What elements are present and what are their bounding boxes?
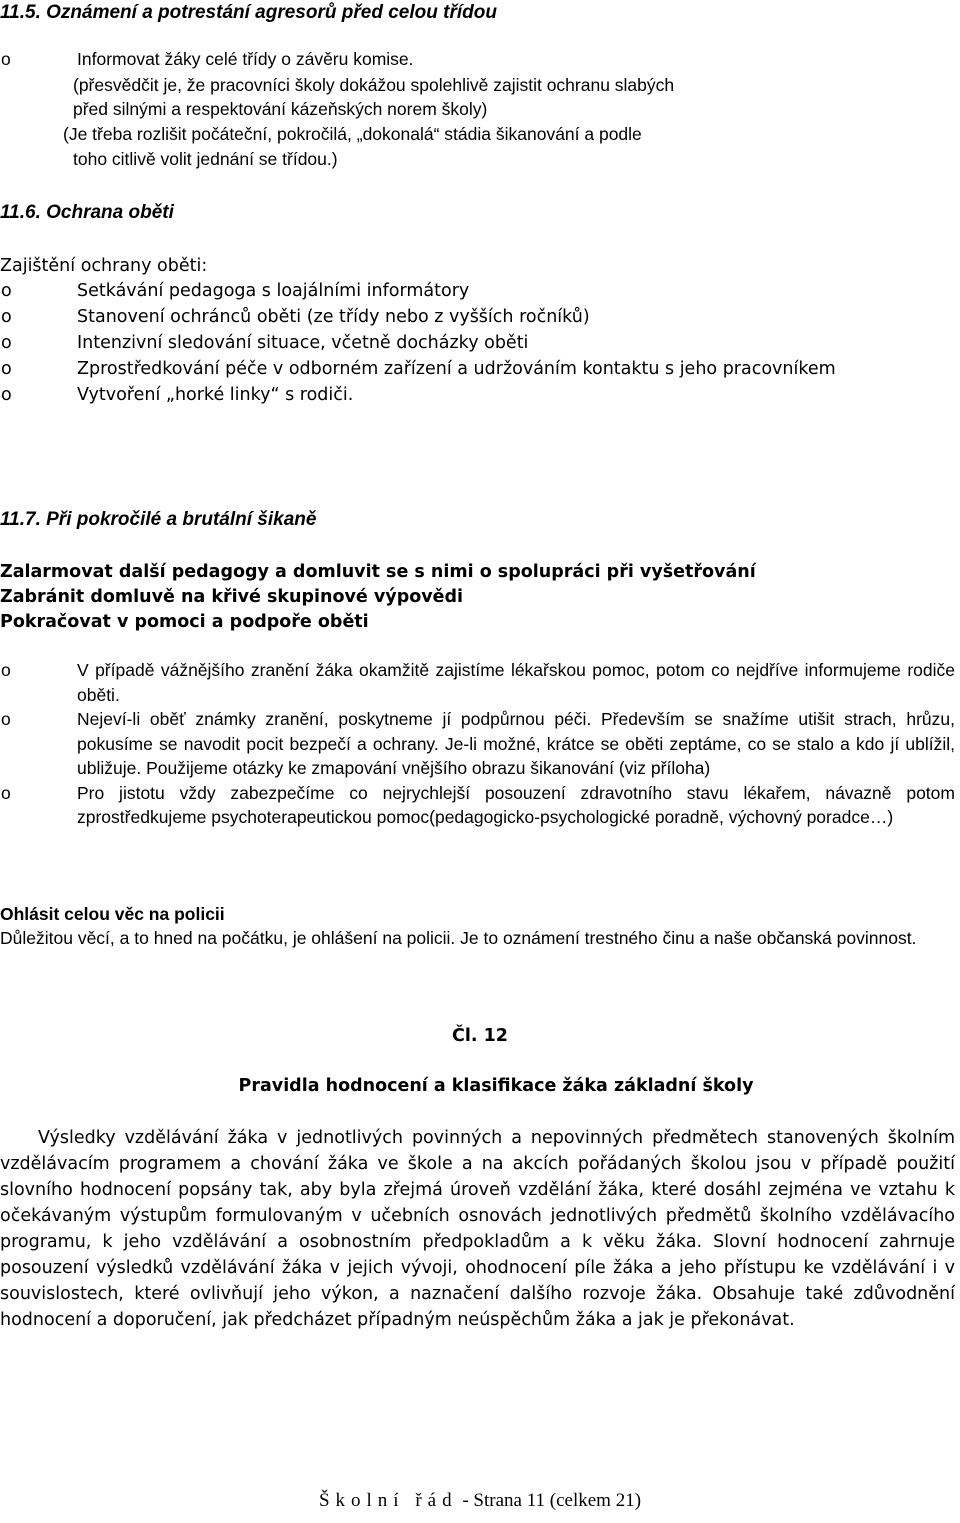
bullet-marker: o (1, 333, 12, 353)
list-item (0, 330, 960, 356)
section-11-5-text-line: před silnými a respektování kázeňských norem školy) (73, 99, 488, 119)
police-heading: Ohlásit celou věc na policii (0, 904, 225, 924)
list-item-text: Setkávání pedagoga s loajálními informátory (77, 281, 470, 301)
list-item (0, 781, 955, 830)
footer-document-name: Školní řád (318, 1490, 458, 1511)
section-11-5-heading: 11.5. Oznámení a potrestání agresorů před celou třídou (0, 2, 497, 23)
list-item-text: V případě vážnějšího zranění žáka okamžitě zajistíme lékařskou pomoc, potom co nejdříve informujeme rodiče oběti. (77, 660, 955, 705)
section-11-7-list (0, 658, 955, 830)
article-title: Pravidla hodnocení a klasifikace žáka základní školy (238, 1076, 754, 1096)
section-11-5-text-line: (Je třeba rozlišit počáteční, pokročilá, „dokonalá“ stádia šikanování a podle (63, 124, 642, 144)
list-item-text: Intenzivní sledování situace, včetně docházky oběti (77, 333, 529, 353)
list-item (0, 304, 960, 330)
section-11-7-bold-lines (0, 560, 960, 635)
bold-instruction: Pokračovat v pomoci a podpoře oběti (0, 612, 369, 632)
article-number: Čl. 12 (452, 1026, 508, 1046)
list-item-text: Stanovení ochránců oběti (ze třídy nebo z vyšších ročníků) (77, 307, 590, 327)
section-11-5-list (0, 47, 900, 72)
list-item-text: Informovat žáky celé třídy o závěru komise. (77, 49, 414, 69)
bold-instruction: Zalarmovat další pedagogy a domluvit se s nimi o spolupráci při vyšetřování (0, 562, 756, 582)
footer-page-info: - Strana 11 (celkem 21) (462, 1490, 642, 1511)
section-11-5-text-line: (přesvědčit je, že pracovníci školy dokážou spolehlivě zajistit ochranu slabých (73, 75, 675, 95)
bullet-marker: o (1, 49, 11, 69)
bullet-marker: o (1, 660, 11, 680)
list-item-text: Pro jistotu vždy zabezpečíme co nejrychlejší posouzení zdravotního stavu lékařem, návazně potom zprostředkujeme psychoterapeutickou pomoc(pedagogicko-psychologické poradně, výchovný poradce…) (77, 782, 955, 827)
section-11-5-text-line: toho citlivě volit jednání se třídou.) (73, 149, 338, 169)
bullet-marker: o (1, 359, 12, 379)
police-text: Důležitou věcí, a to hned na počátku, je ohlášení na policii. Je to oznámení trestného činu a naše občanská povinnost. (0, 928, 917, 948)
bold-instruction: Zabránit domluvě na křivé skupinové výpovědi (0, 587, 464, 607)
list-item (0, 47, 900, 72)
list-item (0, 278, 960, 304)
list-item (0, 707, 955, 781)
list-item-text: Zprostředkování péče v odborném zařízení a udržováním kontaktu s jeho pracovníkem (77, 359, 836, 379)
bullet-marker: o (1, 307, 12, 327)
bullet-marker: o (1, 281, 12, 301)
bullet-marker: o (1, 782, 11, 803)
bullet-marker: o (1, 709, 11, 729)
list-item-text: Nejeví-li oběť známky zranění, poskytneme jí podpůrnou péči. Především se snažíme utišit strach, hrůzu, pokusíme se navodit pocit bezpečí a ochrany. Je-li možné, krátce se oběti zeptáme, co se stalo a kdo jí ublížil, ubližuje. Použijeme otázky ke zmapování vnějšího obrazu šikanování (viz příloha) (77, 709, 955, 778)
section-11-6-heading: 11.6. Ochrana oběti (0, 202, 174, 223)
page-footer (0, 1489, 960, 1513)
section-11-6-list (0, 278, 960, 408)
section-11-7-heading: 11.7. Při pokročilé a brutální šikaně (0, 509, 317, 530)
list-item-text: Vytvoření „horké linky“ s rodiči. (77, 385, 354, 405)
list-item (0, 356, 960, 382)
article-paragraph: Výsledky vzdělávání žáka v jednotlivých povinných a nepovinných předmětech stanovených školním vzdělávacím programem a chování žáka ve škole a na akcích pořádaných školou jsou v případě použití slovního hodnocení popsány tak, aby byla zřejmá úroveň vzdělání žáka, které dosáhl zejména ve vztahu k očekávaným výstupům formulovaným v učebních osnovách jednotlivých předmětů školního vzdělávacího programu, k jeho vzdělávání a osobnostním předpokladům a k věku žáka. Slovní hodnocení zahrnuje posouzení výsledků vzdělávání žáka v jejich vývoji, ohodnocení píle žáka a jeho přístupu ke vzdělávání i v souvislostech, které ovlivňují jeho výkon, a naznačení dalšího rozvoje žáka. Obsahuje také zdůvodnění hodnocení a doporučení, jak předcházet případným neúspěchům žáka a jak je překonávat. (0, 1128, 955, 1330)
section-11-6-intro: Zajištění ochrany oběti: (0, 256, 208, 276)
list-item (0, 382, 960, 408)
list-item (0, 658, 955, 707)
bullet-marker: o (1, 385, 12, 405)
